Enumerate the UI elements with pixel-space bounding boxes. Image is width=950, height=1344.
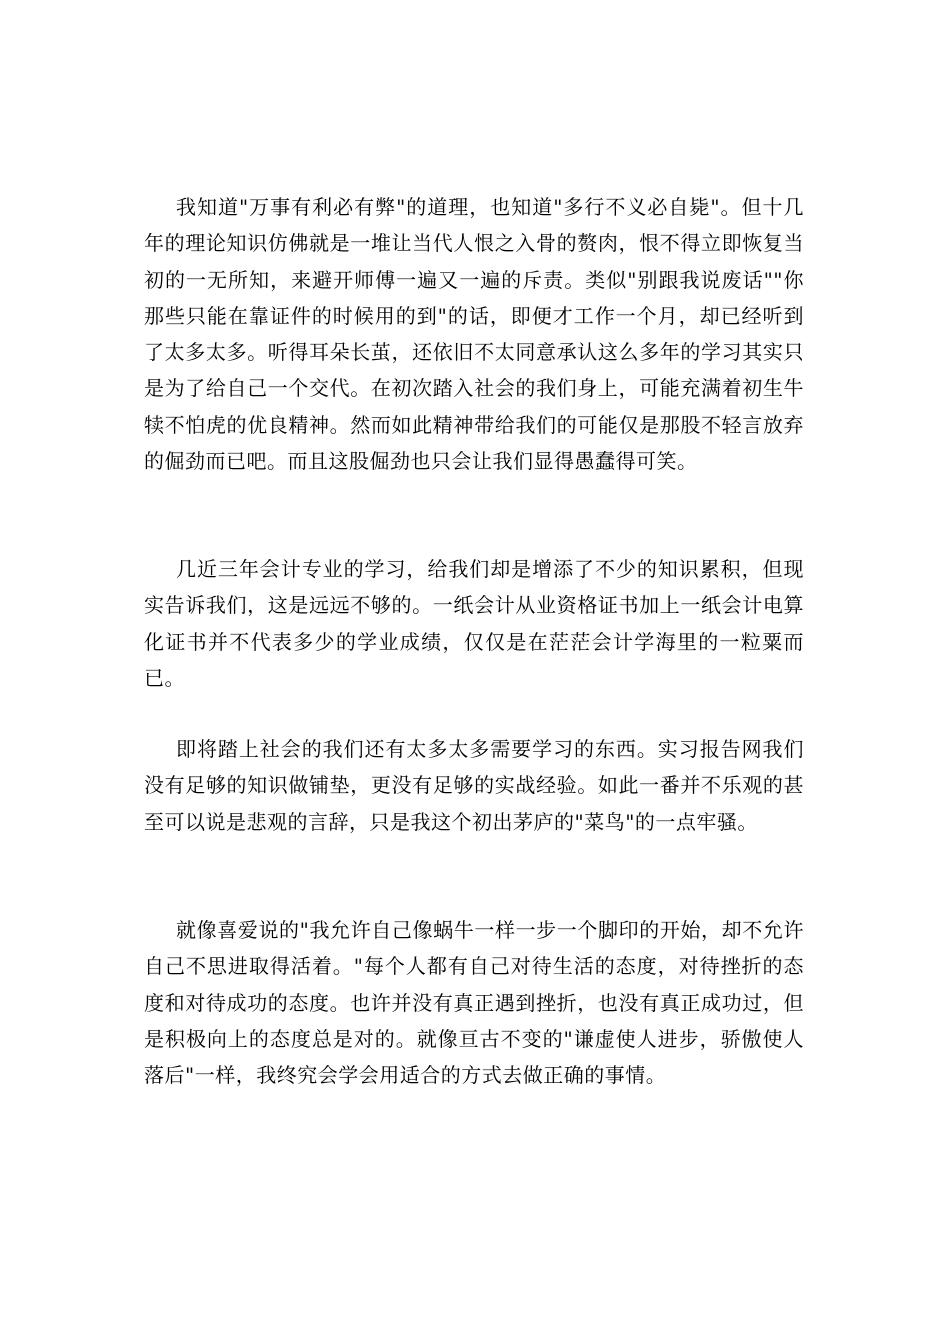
paragraph-4: 就像喜爱说的"我允许自己像蜗牛一样一步一个脚印的开始，却不允许自己不思进取得活着。"每个人都有自己对待生活的态度，对待挫折的态度和对待成功的态度。也许并没有真正遇到挫折，也没有真正成功过，但是积极向上的态度总是对的。就像亘古不变的"谦虚使人进步，骄傲使人落后"一样，我终究会学会用适合的方式去做正确的事情。 (144, 918, 804, 1088)
paragraph-2: 几近三年会计专业的学习，给我们却是增添了不少的知识累积，但现实告诉我们，这是远远不够的。一纸会计从业资格证书加上一纸会计电算化证书并不代表多少的学业成绩，仅仅是在茫茫会计学海里的一粒粟而已。 (144, 557, 804, 690)
paragraph-3: 即将踏上社会的我们还有太多太多需要学习的东西。实习报告网我们没有足够的知识做铺垫，更没有足够的实战经验。如此一番并不乐观的甚至可以说是悲观的言辞，只是我这个初出茅庐的"菜鸟"的一点牢骚。 (144, 737, 804, 834)
paragraph-1: 我知道"万事有利必有弊"的道理，也知道"多行不义必自毙"。但十几年的理论知识仿佛就是一堆让当代人恨之入骨的赘肉，恨不得立即恢复当初的一无所知，来避开师傅一遍又一遍的斥责。类似"别跟我说废话""你那些只能在靠证件的时候用的到"的话，即便才工作一个月，却已经听到了太多太多。听得耳朵长茧，还依旧不太同意承认这么多年的学习其实只是为了给自己一个交代。在初次踏入社会的我们身上，可能充满着初生牛犊不怕虎的优良精神。然而如此精神带给我们的可能仅是那股不轻言放弃的倔劲而已吧。而且这股倔劲也只会让我们显得愚蠢得可笑。 (144, 195, 804, 474)
